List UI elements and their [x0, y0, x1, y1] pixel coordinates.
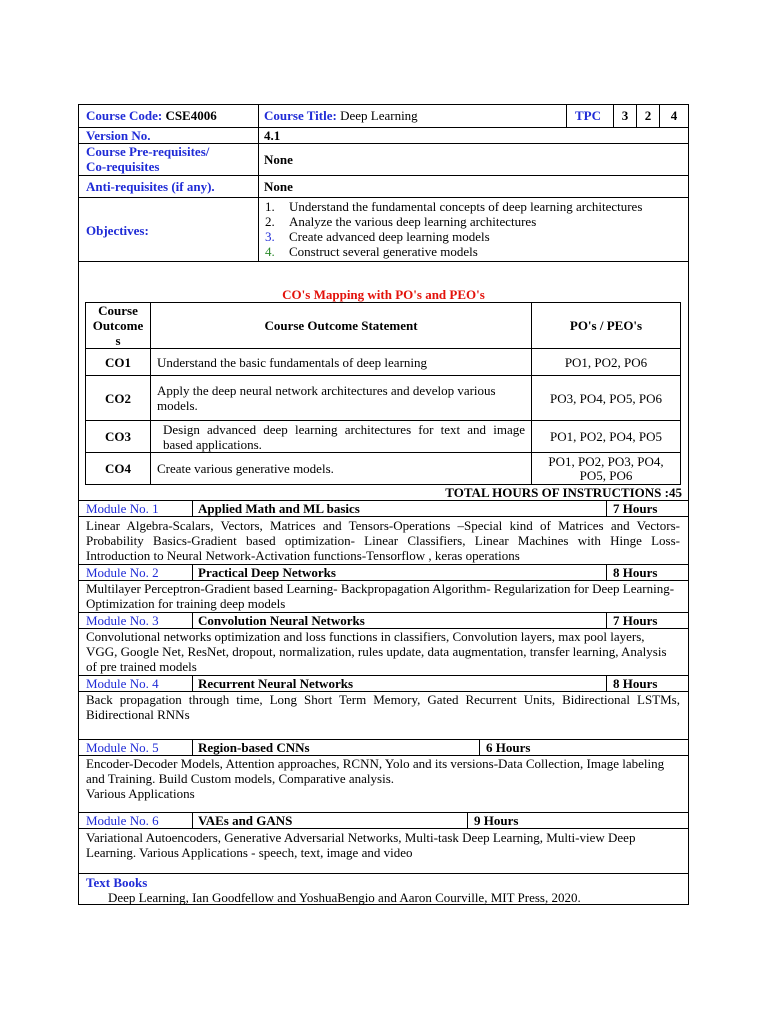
frame-right [688, 104, 689, 904]
tpc-l: 3 [621, 108, 629, 123]
prereq-label [86, 144, 209, 174]
tpc-label: TPC [575, 108, 601, 123]
tpc-c: 4 [670, 108, 678, 123]
module-content: Multilayer Perceptron-Gradient based Learning- Backpropagation Algorithm- Regularization for Deep Learning- Optimization for training deep models [86, 581, 675, 611]
prereq-label-line2: Co-requisites [86, 159, 160, 174]
total-hours: TOTAL HOURS OF INSTRUCTIONS :45 [445, 485, 682, 500]
row-divider [78, 500, 689, 501]
co-row [86, 453, 681, 485]
course-code [86, 108, 217, 123]
module-content: Linear Algebra-Scalars, Vectors, Matrices and Tensors-Operations –Special kind of Matrices and Vectors- Probability Basics-Gradient based optimization- Linear Classifiers, Linear Machines with Hinge Loss- Introduction to Neural Network-Activation functions-Tensorflow , keras operations [86, 518, 680, 563]
col-divider [606, 612, 607, 628]
co-mapping-table [85, 302, 681, 485]
co-header-row [86, 303, 681, 349]
module-label: Module No. 2 [86, 565, 159, 580]
course-title-label: Course Title: [264, 108, 337, 123]
co-pos: PO1, PO2, PO6 [532, 349, 681, 376]
version-value: 4.1 [264, 128, 281, 143]
row-divider [78, 175, 689, 176]
module-label: Module No. 1 [86, 501, 159, 516]
objective-item: 2. Analyze the various deep learning architectures [265, 214, 537, 229]
col-divider [192, 812, 193, 828]
objectives-list [265, 199, 685, 259]
course-title-value: Deep Learning [340, 108, 418, 123]
row-divider [78, 564, 689, 565]
module-label: Module No. 3 [86, 613, 159, 628]
row-divider [78, 873, 689, 874]
col-divider [606, 675, 607, 691]
course-code-label: Course Code: [86, 108, 163, 123]
module-label: Module No. 4 [86, 676, 159, 691]
version-label: Version No. [86, 128, 151, 143]
col-divider [192, 612, 193, 628]
co-header-outcome: Course Outcome s [86, 303, 151, 349]
co-pos: PO1, PO2, PO4, PO5 [532, 421, 681, 453]
module-title: Convolution Neural Networks [198, 613, 365, 628]
course-title [264, 108, 418, 123]
col-divider [566, 104, 567, 127]
col-divider [192, 564, 193, 580]
co-row [86, 376, 681, 421]
co-statement: Apply the deep neural network architectures and develop various models. [151, 376, 532, 421]
module-content: Encoder-Decoder Models, Attention approaches, RCNN, Yolo and its versions-Data Collection, Image labeling and Training. Build Custom models, Comparative analysis. Various Applications [86, 756, 665, 801]
co-row [86, 421, 681, 453]
module-title: Region-based CNNs [198, 740, 310, 755]
co-header-pos: PO's / PEO's [532, 303, 681, 349]
anti-value: None [264, 179, 293, 194]
col-divider [192, 500, 193, 516]
tpc-t: 2 [644, 108, 652, 123]
co-mapping-title: CO's Mapping with PO's and PEO's [282, 287, 485, 302]
module-label: Module No. 5 [86, 740, 159, 755]
frame-left [78, 104, 79, 904]
textbooks-label: Text Books [86, 875, 148, 890]
co-statement: Design advanced deep learning architectures for text and image based applications. [151, 421, 532, 453]
col-divider [192, 739, 193, 755]
prereq-value: None [264, 152, 293, 167]
row-divider [78, 261, 689, 262]
module-content: Back propagation through time, Long Short Term Memory, Gated Recurrent Units, Bidirectional LSTMs, Bidirectional RNNs [86, 692, 680, 722]
co-id: CO1 [86, 349, 151, 376]
col-divider [258, 104, 259, 262]
module-title: Applied Math and ML basics [198, 501, 360, 516]
co-pos: PO3, PO4, PO5, PO6 [532, 376, 681, 421]
anti-label: Anti-requisites (if any). [86, 179, 215, 194]
objectives-label: Objectives: [86, 223, 149, 238]
co-row [86, 349, 681, 376]
module-hours: 7 Hours [613, 501, 658, 516]
module-content: Convolutional networks optimization and loss functions in classifiers, Convolution layers, max pool layers, VGG, Google Net, ResNet, dropout, normalization, rules update, data augmentation, transfer learning, Analysis of pre trained models [86, 629, 667, 674]
row-divider [78, 612, 689, 613]
objective-item: 4. Construct several generative models [265, 244, 478, 259]
col-divider [606, 564, 607, 580]
co-id: CO3 [86, 421, 151, 453]
col-divider [606, 500, 607, 516]
col-divider [467, 812, 468, 828]
module-hours: 8 Hours [613, 565, 658, 580]
col-divider [192, 675, 193, 691]
col-divider [479, 739, 480, 755]
co-statement: Understand the basic fundamentals of deep learning [151, 349, 532, 376]
row-divider [78, 828, 689, 829]
row-divider [78, 516, 689, 517]
co-statement: Create various generative models. [151, 453, 532, 485]
module-title: Recurrent Neural Networks [198, 676, 353, 691]
frame-top [78, 104, 689, 105]
co-id: CO2 [86, 376, 151, 421]
textbook-item: Deep Learning, Ian Goodfellow and YoshuaBengio and Aaron Courville, MIT Press, 2020. [108, 890, 581, 905]
co-pos: PO1, PO2, PO3, PO4, PO5, PO6 [532, 453, 681, 485]
module-hours: 6 Hours [486, 740, 531, 755]
row-divider [78, 812, 689, 813]
row-divider [78, 675, 689, 676]
module-label: Module No. 6 [86, 813, 159, 828]
row-divider [78, 739, 689, 740]
co-id: CO4 [86, 453, 151, 485]
objective-item: 3. Create advanced deep learning models [265, 229, 490, 244]
course-code-value: CSE4006 [165, 108, 217, 123]
module-title: VAEs and GANS [198, 813, 293, 828]
module-hours: 9 Hours [474, 813, 519, 828]
row-divider [78, 197, 689, 198]
objective-item: 1. Understand the fundamental concepts of deep learning architectures [265, 199, 643, 214]
co-header-statement: Course Outcome Statement [151, 303, 532, 349]
module-content: Variational Autoencoders, Generative Adversarial Networks, Multi-task Deep Learning, Multi-view Deep Learning. Various Applications - speech, text, image and video [86, 830, 636, 860]
prereq-label-line1: Course Pre-requisites/ [86, 144, 210, 159]
module-title: Practical Deep Networks [198, 565, 336, 580]
module-hours: 8 Hours [613, 676, 658, 691]
row-divider [78, 127, 689, 128]
module-hours: 7 Hours [613, 613, 658, 628]
